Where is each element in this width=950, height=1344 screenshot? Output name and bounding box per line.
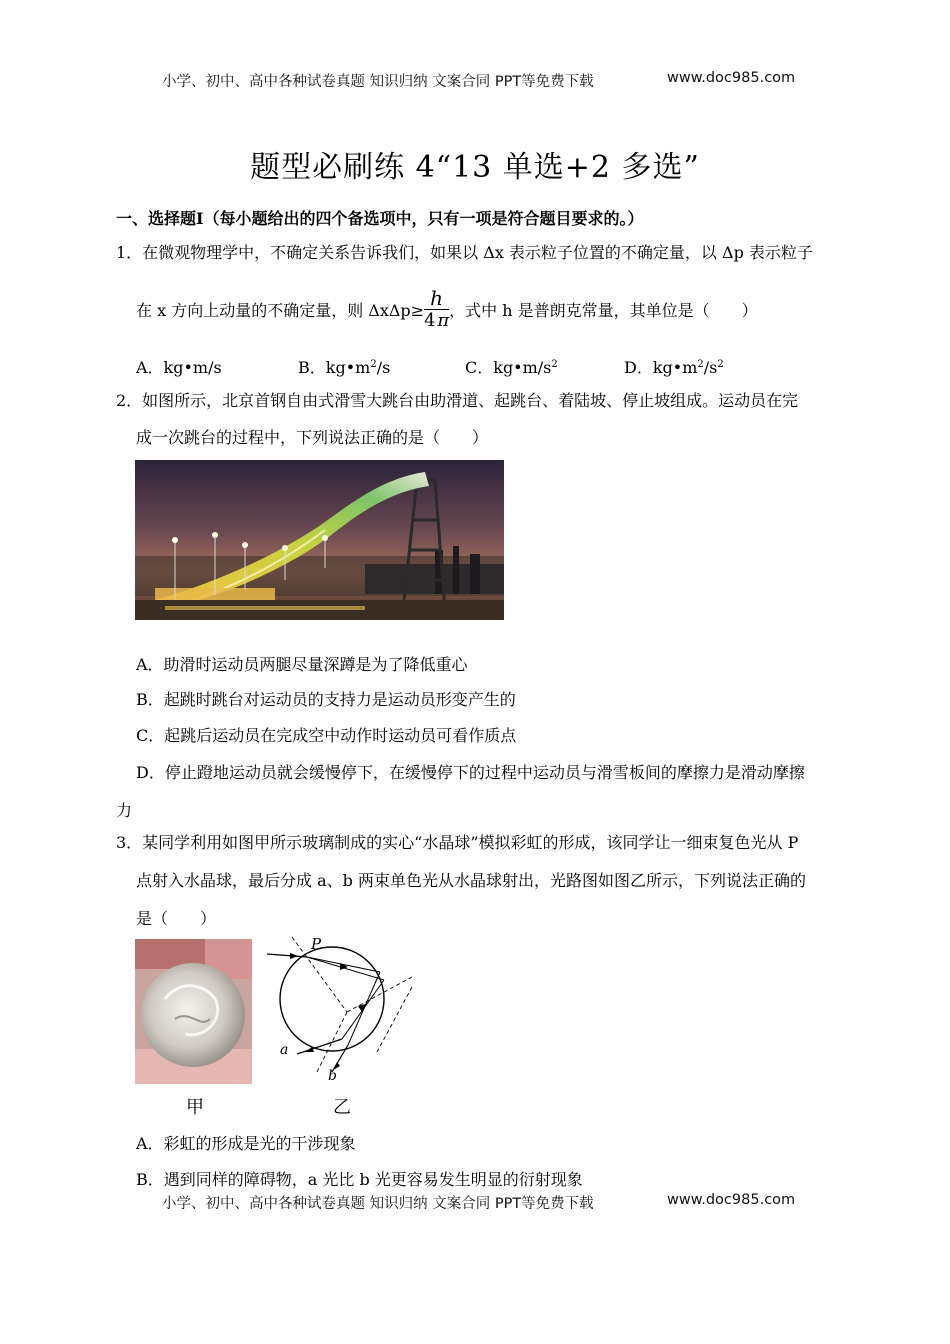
- ski-jump-photo: [135, 460, 504, 620]
- q2-option-d-continued: 力: [116, 801, 133, 820]
- formula-fraction: [424, 287, 449, 332]
- q1-option-c[interactable]: C．$kg•m/s^2$: [465, 358, 558, 377]
- q3-line3: 是（ ）: [136, 909, 217, 928]
- footer-text: 小学、初中、高中各种试卷真题 知识归纳 文案合同 PPT等免费下载: [162, 1196, 594, 1212]
- footer-site-link[interactable]: www.doc985.com: [667, 1192, 796, 1208]
- q1-line2-post: ，式中 h 是普朗克常量，其单位是（ ）: [449, 301, 758, 320]
- light-path-diagram: [262, 932, 422, 1082]
- crystal-ball-photo: [135, 939, 252, 1084]
- header-text: 小学、初中、高中各种试卷真题 知识归纳 文案合同 PPT等免费下载: [162, 74, 594, 90]
- caption-jia: 甲: [186, 1097, 204, 1118]
- label-p: P: [311, 935, 322, 953]
- section-heading: 一、选择题Ⅰ（每小题给出的四个备选项中，只有一项是符合题目要求的。）: [116, 209, 644, 228]
- q1-option-b[interactable]: B．$kg•m^2/s$: [298, 358, 391, 377]
- caption-yi: 乙: [333, 1097, 351, 1118]
- q1-line1: 1．在微观物理学中，不确定关系告诉我们，如果以 Δx 表示粒子位置的不确定量，以 Δp 表示粒子: [116, 243, 813, 262]
- q1-line2: [136, 286, 758, 334]
- q1-line2-pre: 在 x 方向上动量的不确定量，则 ΔxΔp≥: [136, 301, 425, 320]
- q2-line1: 2．如图所示，北京首钢自由式滑雪大跳台由助滑道、起跳台、着陆坡、停止坡组成。运动员在完: [116, 391, 799, 410]
- q2-option-c[interactable]: C．起跳后运动员在完成空中动作时运动员可看作质点: [136, 726, 517, 745]
- fraction-numerator: h: [424, 287, 449, 310]
- page-title: 题型必刷练 4“13 单选+2 多选”: [250, 150, 700, 185]
- q2-option-b[interactable]: B．起跳时跳台对运动员的支持力是运动员形变产生的: [136, 690, 516, 709]
- q3-line1: 3．某同学利用如图甲所示玻璃制成的实心“水晶球”模拟彩虹的形成，该同学让一细束复色光从 P: [116, 833, 799, 852]
- q2-option-d[interactable]: D．停止蹬地运动员就会缓慢停下，在缓慢停下的过程中运动员与滑雪板间的摩擦力是滑动摩擦: [136, 763, 805, 782]
- q2-option-a[interactable]: A．助滑时运动员两腿尽量深蹲是为了降低重心: [136, 655, 468, 674]
- q1-option-a[interactable]: A．kg•m/s: [136, 358, 222, 377]
- q2-line2: 成一次跳台的过程中，下列说法正确的是（ ）: [136, 428, 489, 447]
- label-b: b: [328, 1068, 337, 1082]
- q3-option-b[interactable]: B．遇到同样的障碍物，a 光比 b 光更容易发生明显的衍射现象: [136, 1170, 583, 1189]
- q3-line2: 点射入水晶球，最后分成 a、b 两束单色光从水晶球射出，光路图如图乙所示，下列说法正确的: [136, 871, 806, 890]
- q3-option-a[interactable]: A．彩虹的形成是光的干涉现象: [136, 1134, 356, 1153]
- header-site-link[interactable]: www.doc985.com: [667, 70, 796, 86]
- q1-option-d[interactable]: D．$kg•m^2/s^2$: [624, 358, 724, 377]
- label-a: a: [280, 1042, 289, 1058]
- fraction-denominator: 4 π: [424, 310, 450, 331]
